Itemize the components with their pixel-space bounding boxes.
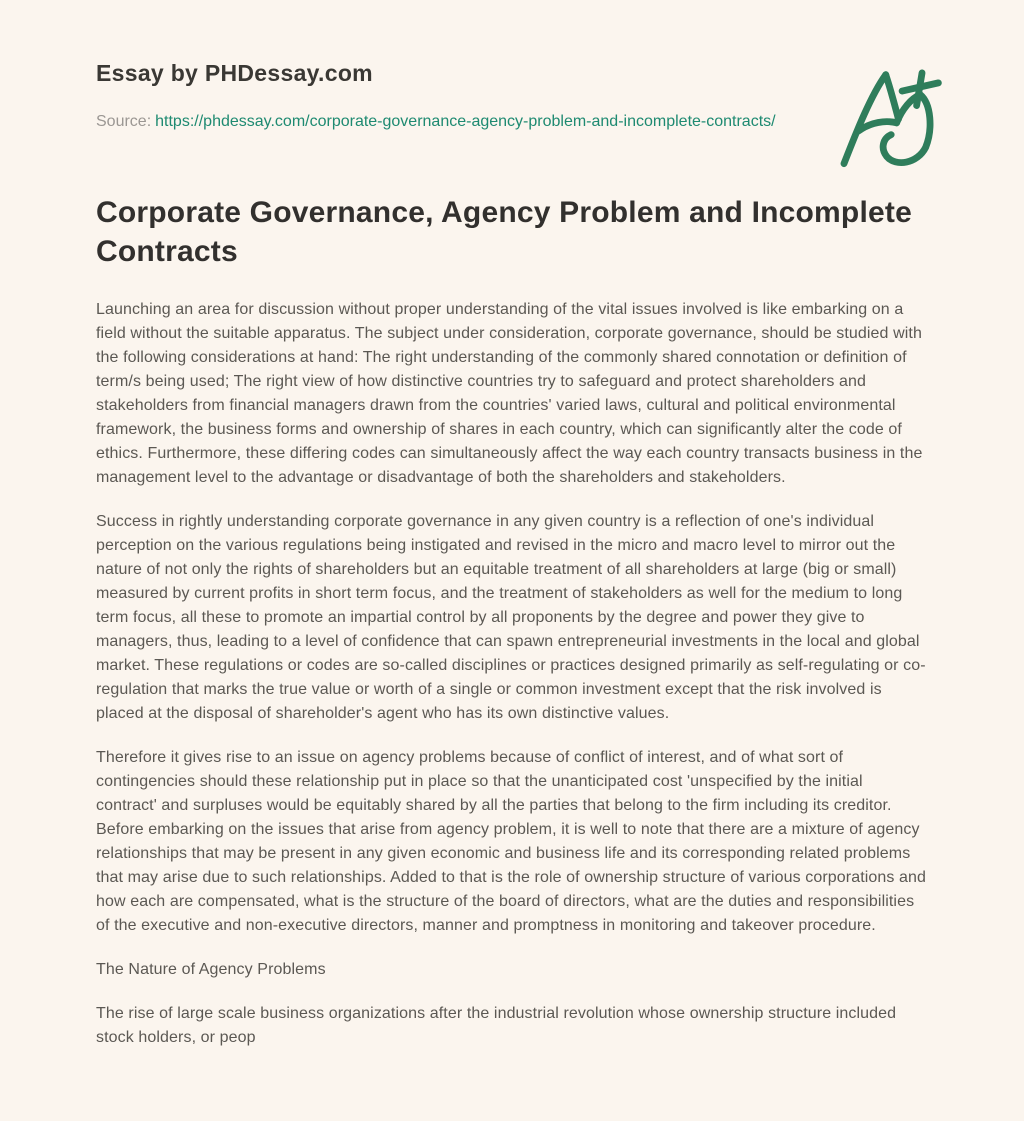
byline: Essay by PHDessay.com [96, 60, 373, 86]
source-label: Source: [96, 113, 152, 130]
essay-body [96, 298, 928, 1050]
section-heading: The Nature of Agency Problems [96, 961, 326, 978]
page-header [96, 60, 928, 137]
essay-paragraph-3: Therefore it gives rise to an issue on agency problems because of conflict of interest, and of what sort of contingencies should these relationship put in place so that the unanticipated cost 'unspecified by the initial contract' and surpluses would be equitably shared by all the parties that belong to the firm including its creditor. Before embarking on the issues that arise from agency problem, it is well to note that there are a mixture of agency relationships that may be present in any given economic and business life and its corresponding related problems that may arise due to such relationships. Added to that is the role of ownership structure of various corporations and how each are compensated, what is the structure of the board of directors, what are the duties and responsibilities of the executive and non-executive directors, manner and promptness in monitoring and takeover procedure. [96, 749, 927, 934]
essay-paragraph-1: Launching an area for discussion without proper understanding of the vital issues involved is like embarking on a field without the suitable apparatus. The subject under consideration, corporate governance, should be studied with the following considerations at hand: The right understanding of the commonly shared connotation or definition of term/s being used; The right view of how distinctive countries try to safeguard and protect shareholders and stakeholders from financial managers drawn from the countries' varied laws, cultural and political environmental framework, the business forms and ownership of shares in each country, which can significantly alter the code of ethics. Furthermore, these differing codes can simultaneously affect the way each country transacts business in the management level to the advantage or disadvantage of both the shareholders and stakeholders. [96, 301, 923, 486]
source-line [96, 107, 776, 137]
essay-paragraph-truncated: The rise of large scale business organizations after the industrial revolution whose ownership structure included stock holders, or peop [96, 1005, 897, 1046]
essay-title: Corporate Governance, Agency Problem and Incomplete Contracts [96, 196, 912, 268]
source-link[interactable]: https://phdessay.com/corporate-governance-agency-problem-and-incomplete-contracts/ [155, 113, 776, 130]
essay-paragraph-2: Success in rightly understanding corporate governance in any given country is a reflection of one's individual perception on the various regulations being instigated and revised in the micro and macro level to mirror out the nature of not only the rights of shareholders but an equitable treatment of all shareholders at large (big or small) measured by current profits in short term focus, and the treatment of stakeholders as well for the medium to long term focus, all these to promote an impartial control by all proponents by the degree and power they give to managers, thus, leading to a level of confidence that can spawn entrepreneurial investments in the local and global market. These regulations or codes are so-called disciplines or practices designed primarily as self-regulating or co-regulation that marks the true value or worth of a single or common investment except that the risk involved is placed at the disposal of shareholder's agent who has its own distinctive values. [96, 513, 926, 722]
